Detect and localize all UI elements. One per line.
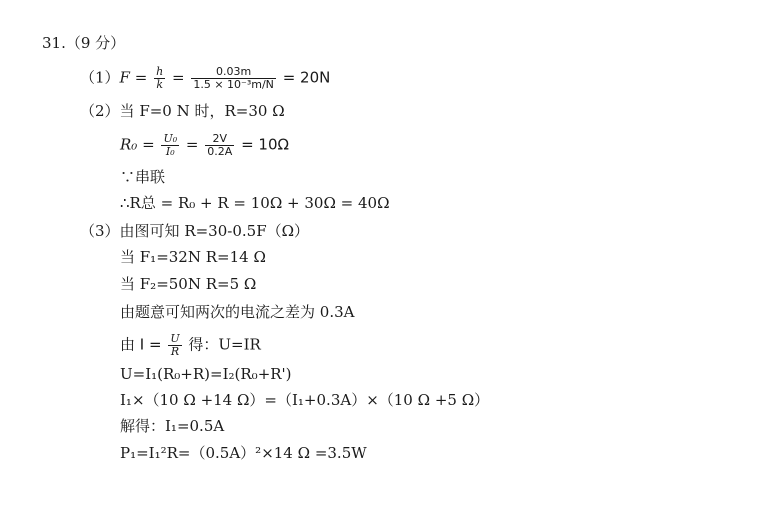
part1-line (80, 66, 330, 91)
voltage-equation-line: U=I₁(R₀+R)=I₂(R₀+R') (120, 365, 292, 383)
numeric-equation-line: I₁×（10 Ω +14 Ω）=（I₁+0.3A）×（10 Ω +5 Ω） (120, 391, 490, 409)
r0-result: = 10Ω (241, 135, 289, 154)
part3-relation: 由图可知 R=30-0.5F（Ω） (119, 222, 310, 240)
ohm-prefix: 由 (120, 335, 136, 354)
solution-line: 解得：I₁=0.5A (120, 417, 225, 435)
part3-label: （3） (80, 222, 120, 240)
part3-relation-line (80, 221, 309, 241)
fraction-denominator: 0.2A (207, 145, 233, 158)
question-number: 31.（9 分） (42, 34, 126, 52)
fraction-denominator: I₀ (165, 145, 175, 158)
ohm-law-line (120, 333, 261, 358)
part2-condition-line (80, 101, 285, 121)
fraction-numerator: U (170, 332, 180, 345)
fraction-denominator: R (170, 345, 180, 358)
r0-calculation-line (120, 133, 289, 158)
fraction-numerator: h (156, 65, 164, 78)
part1-label: （1） (80, 68, 120, 87)
equals-sign: = (185, 135, 199, 154)
h-over-k-fraction (154, 66, 165, 91)
r0-lhs: R₀ = (120, 135, 155, 154)
series-note: ∵串联 (120, 168, 166, 186)
fraction-numerator: 0.03m (191, 66, 276, 79)
voltage-over-current-fraction (205, 133, 234, 158)
fraction-numerator: 2V (205, 133, 234, 146)
total-resistance-line: ∴R总 = R₀ + R = 10Ω + 30Ω = 40Ω (120, 194, 390, 212)
ohm-suffix: 得：U=IR (188, 335, 261, 354)
force-symbol: F (119, 68, 130, 87)
power-line: P₁=I₁²R=（0.5A）²×14 Ω =3.5W (120, 444, 367, 462)
part2-label: （2） (80, 102, 120, 120)
ohm-current-symbol: I = (139, 335, 162, 354)
part2-condition: 当 F=0 N 时，R=30 Ω (119, 102, 285, 120)
fraction-denominator: 1.5 × 10⁻³m/N (193, 78, 274, 91)
case2-line: 当 F₂=50N R=5 Ω (120, 275, 257, 293)
equals-sign: = (134, 68, 148, 87)
fraction-denominator: k (156, 78, 163, 91)
fraction-numerator: U₀ (163, 132, 178, 145)
part1-result: = 20N (282, 68, 331, 87)
equals-sign: = (171, 68, 185, 87)
u-over-r-fraction (168, 333, 181, 358)
case1-line: 当 F₁=32N R=14 Ω (120, 248, 266, 266)
u0-over-i0-fraction (161, 133, 179, 158)
numeric-fraction (191, 66, 276, 91)
current-difference-line: 由题意可知两次的电流之差为 0.3A (120, 303, 355, 321)
